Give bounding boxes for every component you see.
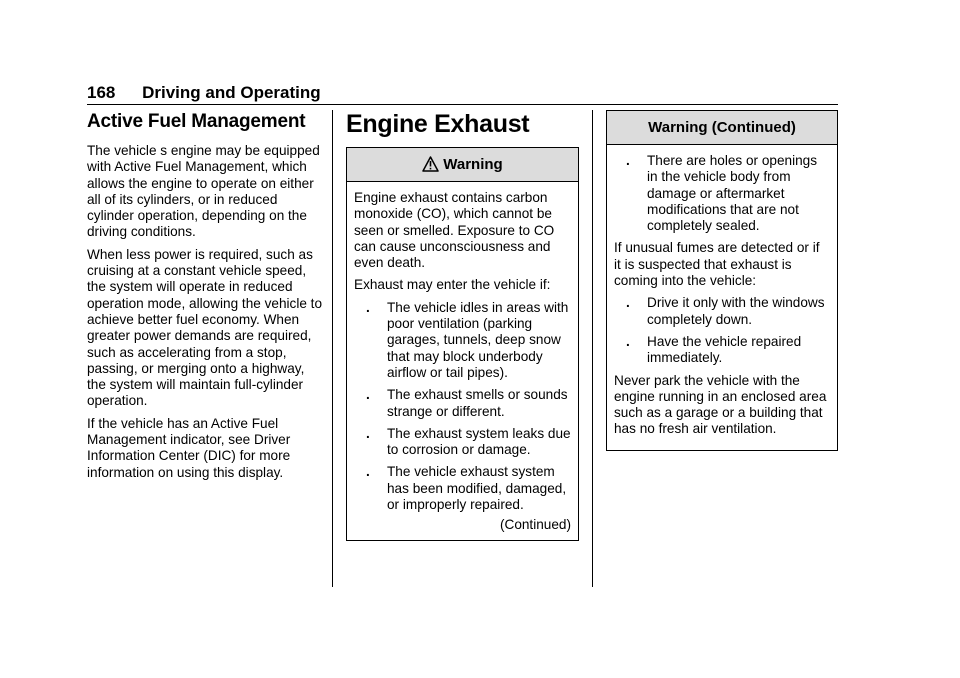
warning-label: Warning [443,156,503,173]
afm-heading: Active Fuel Management [87,111,306,132]
warning-continued-body [607,145,837,450]
bullet-glyph: . [366,464,370,480]
warning-continued-closing: Never park the vehicle with the engine running in an enclosed area such as a garage or a building that has no fresh air ventilation. [614,372,827,437]
list-item [614,153,830,234]
list-item-text: The vehicle exhaust system has been modified, damaged, or improperly repaired. [387,464,567,513]
warning-continued-header: Warning (Continued) [607,111,837,145]
bullet-glyph: . [366,299,370,315]
bullet-glyph: . [626,333,630,349]
page-header [87,82,838,105]
column-divider-2 [592,110,593,587]
list-item [614,295,830,328]
warning-lead: Exhaust may enter the vehicle if: [354,277,551,293]
bullet-glyph: . [366,425,370,441]
list-item-text: Drive it only with the windows completely down. [647,295,825,327]
bullet-glyph: . [626,295,630,311]
list-item-text: The exhaust smells or sounds strange or different. [387,387,568,419]
continued-label: (Continued) [499,517,571,533]
warning-body [347,182,578,540]
warning-box [346,147,579,541]
list-item [354,300,571,381]
exhaust-heading: Engine Exhaust [346,110,530,138]
list-item-text: The vehicle idles in areas with poor ventilation (parking garages, tunnels, deep snow that may block underbody airflow or tail pipes). [387,299,569,380]
afm-paragraph: If the vehicle has an Active Fuel Management indicator, see Driver Information Center (DIC) for more information on using this display. [87,415,291,480]
list-item [354,387,571,420]
warning-continued-bullets-bottom [614,295,830,366]
list-item-text: Have the vehicle repaired immediately. [647,333,802,366]
list-item [614,334,830,367]
warning-triangle-icon [422,151,439,184]
list-item-text: There are holes or openings in the vehicle body from damage or aftermarket modifications that are not completely sealed. [647,153,818,234]
bullet-glyph: . [366,387,370,403]
warning-continued-bullets-top [614,153,830,234]
section-title: Driving and Operating [142,83,321,102]
afm-paragraph: The vehicle s engine may be equipped with Active Fuel Management, which allows the engine to operate on either all of its cylinders, or in reduced cylinder operation, depending on the driving conditions. [87,143,320,240]
warning-continued-middle: If unusual fumes are detected or if it is suspected that exhaust is coming into the vehicle: [614,240,820,289]
afm-paragraph: When less power is required, such as cruising at a constant vehicle speed, the system will operate in reduced operation mode, allowing the vehicle to achieve better fuel economy. When greater power demands are required, such as accelerating from a stop, passing, or merging onto a highway, the system will maintain full-cylinder operation. [87,246,323,409]
column-divider-1 [332,110,333,587]
list-item [354,464,571,513]
bullet-glyph: . [626,153,630,168]
column-active-fuel-management [87,110,323,487]
warning-bullet-list [354,300,571,514]
column-engine-exhaust [346,110,579,541]
list-item-text: The exhaust system leaks due to corrosion or damage. [387,425,571,458]
warning-continued-box [606,110,838,451]
warning-header [347,148,578,182]
page-number: 168 [87,83,116,102]
warning-intro: Engine exhaust contains carbon monoxide (CO), which cannot be seen or smelled. Exposure to CO can cause unconsciousness and even death. [354,190,555,271]
list-item [354,426,571,459]
column-warning-continued [606,110,838,451]
